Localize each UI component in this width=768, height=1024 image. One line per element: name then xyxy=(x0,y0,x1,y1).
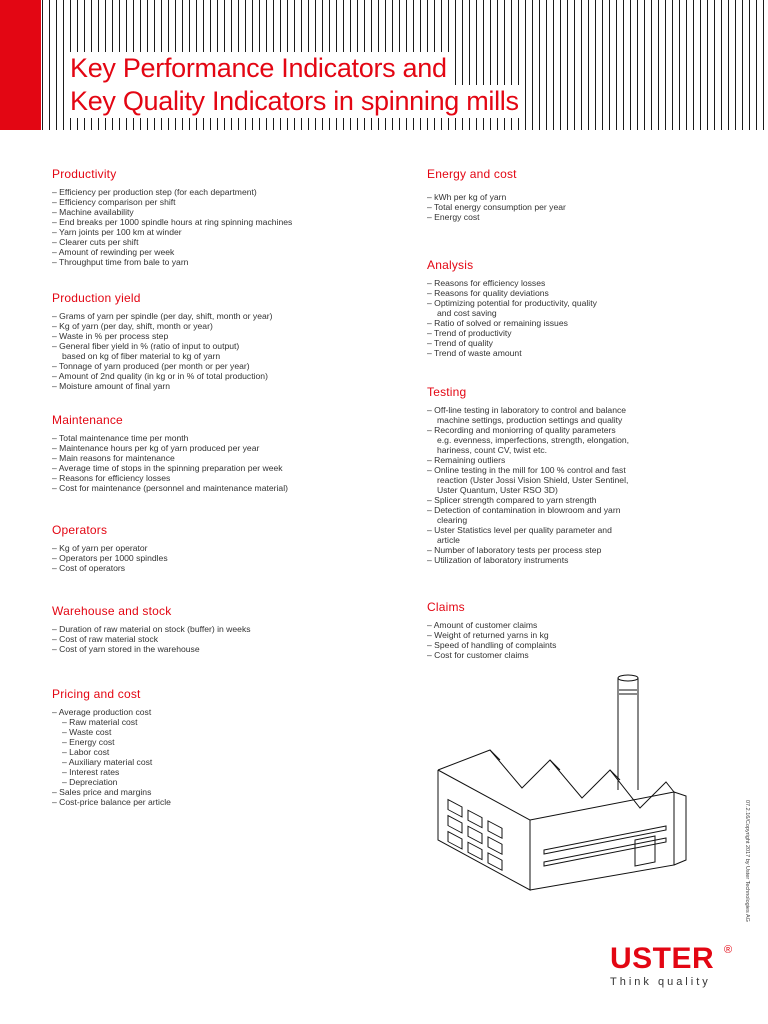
list-subitem: – Depreciation xyxy=(52,777,382,787)
list-item: – Tonnage of yarn produced (per month or per year) xyxy=(52,361,382,371)
header-red-tab xyxy=(0,0,41,130)
section-heading: Operators xyxy=(52,523,108,537)
list-item: – Off-line testing in laboratory to control and balance xyxy=(427,405,757,415)
kpi-list xyxy=(52,311,382,391)
list-item: – Reasons for efficiency losses xyxy=(52,473,382,483)
list-item: – Operators per 1000 spindles xyxy=(52,553,382,563)
list-item: – Clearer cuts per shift xyxy=(52,237,382,247)
list-item: – Yarn joints per 100 km at winder xyxy=(52,227,382,237)
section-testing xyxy=(427,385,757,565)
list-item: – Total maintenance time per month xyxy=(52,433,382,443)
list-item: – Splicer strength compared to yarn strength xyxy=(427,495,757,505)
list-item: – Amount of rewinding per week xyxy=(52,247,382,257)
list-item-continuation: e.g. evenness, imperfections, strength, elongation, xyxy=(437,435,630,445)
kpi-list xyxy=(52,187,382,267)
logo-wordmark: USTER xyxy=(610,942,715,975)
list-item: – End breaks per 1000 spindle hours at ring spinning machines xyxy=(52,217,382,227)
list-item: – Ratio of solved or remaining issues xyxy=(427,318,757,328)
section-maintenance xyxy=(52,413,382,493)
section-operators xyxy=(52,523,382,573)
section-warehouse xyxy=(52,604,382,654)
section-energy xyxy=(427,167,757,222)
list-item: – Main reasons for maintenance xyxy=(52,453,382,463)
kpi-list xyxy=(427,405,757,565)
list-item: – Energy cost xyxy=(427,212,757,222)
list-item: – Reasons for efficiency losses xyxy=(427,278,757,288)
list-item-continuation: and cost saving xyxy=(437,308,497,318)
list-item-continuation: Uster Quantum, Uster RSO 3D) xyxy=(437,485,558,495)
list-item: – General fiber yield in % (ratio of input to output) xyxy=(52,341,382,351)
list-item: – Efficiency per production step (for each department) xyxy=(52,187,382,197)
list-item: – Online testing in the mill for 100 % control and fast xyxy=(427,465,757,475)
list-item: – Amount of customer claims xyxy=(427,620,757,630)
uster-logo xyxy=(610,942,733,988)
kpi-list xyxy=(52,624,382,654)
copyright-text: 07.2.16/Copyright 2017 by Uster Technologies AG xyxy=(744,800,750,922)
list-item: – Kg of yarn (per day, shift, month or year) xyxy=(52,321,382,331)
section-heading: Production yield xyxy=(52,291,141,305)
list-item: – Average production cost xyxy=(52,707,382,717)
section-heading: Analysis xyxy=(427,258,474,272)
list-item: – kWh per kg of yarn xyxy=(427,192,757,202)
list-item: – Cost-price balance per article xyxy=(52,797,382,807)
section-heading: Pricing and cost xyxy=(52,687,141,701)
list-subitem: – Raw material cost xyxy=(52,717,382,727)
list-item: – Utilization of laboratory instruments xyxy=(427,555,757,565)
title-line-2: Key Quality Indicators in spinning mills xyxy=(70,86,519,116)
list-item: – Recording and moniorring of quality parameters xyxy=(427,425,757,435)
section-heading: Energy and cost xyxy=(427,167,517,181)
list-subitem: – Waste cost xyxy=(52,727,382,737)
list-item: – Number of laboratory tests per process step xyxy=(427,545,757,555)
list-item: – Average time of stops in the spinning preparation per week xyxy=(52,463,382,473)
list-item-continuation: reaction (Uster Jossi Vision Shield, Uster Sentinel, xyxy=(437,475,629,485)
title-line-1: Key Performance Indicators and xyxy=(70,53,447,83)
list-item: – Trend of waste amount xyxy=(427,348,757,358)
list-item: – Duration of raw material on stock (buffer) in weeks xyxy=(52,624,382,634)
list-item: – Waste in % per process step xyxy=(52,331,382,341)
list-item: – Reasons for quality deviations xyxy=(427,288,757,298)
list-item: – Optimizing potential for productivity, quality xyxy=(427,298,757,308)
list-item: – Cost for maintenance (personnel and maintenance material) xyxy=(52,483,382,493)
section-heading: Maintenance xyxy=(52,413,123,427)
list-item: – Efficiency comparison per shift xyxy=(52,197,382,207)
list-item-continuation: based on kg of fiber material to kg of yarn xyxy=(62,351,221,361)
list-item: – Cost of operators xyxy=(52,563,382,573)
section-production-yield xyxy=(52,291,382,391)
list-item: – Trend of quality xyxy=(427,338,757,348)
kpi-list xyxy=(52,543,382,573)
section-heading: Testing xyxy=(427,385,467,399)
list-item: – Weight of returned yarns in kg xyxy=(427,630,757,640)
list-item: – Kg of yarn per operator xyxy=(52,543,382,553)
list-item-continuation: hariness, count CV, twist etc. xyxy=(437,445,548,455)
section-heading: Claims xyxy=(427,600,465,614)
list-item: – Cost for customer claims xyxy=(427,650,757,660)
kpi-list xyxy=(427,278,757,358)
list-item: – Cost of yarn stored in the warehouse xyxy=(52,644,382,654)
list-item: – Detection of contamination in blowroom and yarn xyxy=(427,505,757,515)
list-item: – Speed of handling of complaints xyxy=(427,640,757,650)
list-subitem: – Interest rates xyxy=(52,767,382,777)
list-item: – Amount of 2nd quality (in kg or in % of total production) xyxy=(52,371,382,381)
list-item: – Total energy consumption per year xyxy=(427,202,757,212)
kpi-list xyxy=(52,433,382,493)
list-item: – Grams of yarn per spindle (per day, shift, month or year) xyxy=(52,311,382,321)
page-title xyxy=(68,52,521,118)
list-item: – Sales price and margins xyxy=(52,787,382,797)
kpi-list xyxy=(427,192,757,222)
list-item: – Throughput time from bale to yarn xyxy=(52,257,382,267)
list-item-continuation: clearing xyxy=(437,515,468,525)
kpi-list xyxy=(52,707,382,807)
list-item-continuation: machine settings, production settings and quality xyxy=(437,415,623,425)
logo-tagline: Think quality xyxy=(610,976,711,988)
list-item: – Remaining outliers xyxy=(427,455,757,465)
section-productivity xyxy=(52,167,382,267)
list-subitem: – Labor cost xyxy=(52,747,382,757)
list-item: – Trend of productivity xyxy=(427,328,757,338)
registered-mark: ® xyxy=(724,944,733,956)
list-item: – Machine availability xyxy=(52,207,382,217)
section-heading: Productivity xyxy=(52,167,117,181)
list-item: – Cost of raw material stock xyxy=(52,634,382,644)
section-pricing xyxy=(52,687,382,807)
list-item-continuation: article xyxy=(437,535,460,545)
list-item: – Moisture amount of final yarn xyxy=(52,381,382,391)
list-item: – Maintenance hours per kg of yarn produced per year xyxy=(52,443,382,453)
section-analysis xyxy=(427,258,757,358)
factory-illustration xyxy=(430,650,730,930)
list-item: – Uster Statistics level per quality parameter and xyxy=(427,525,757,535)
list-subitem: – Energy cost xyxy=(52,737,382,747)
list-subitem: – Auxiliary material cost xyxy=(52,757,382,767)
section-heading: Warehouse and stock xyxy=(52,604,172,618)
